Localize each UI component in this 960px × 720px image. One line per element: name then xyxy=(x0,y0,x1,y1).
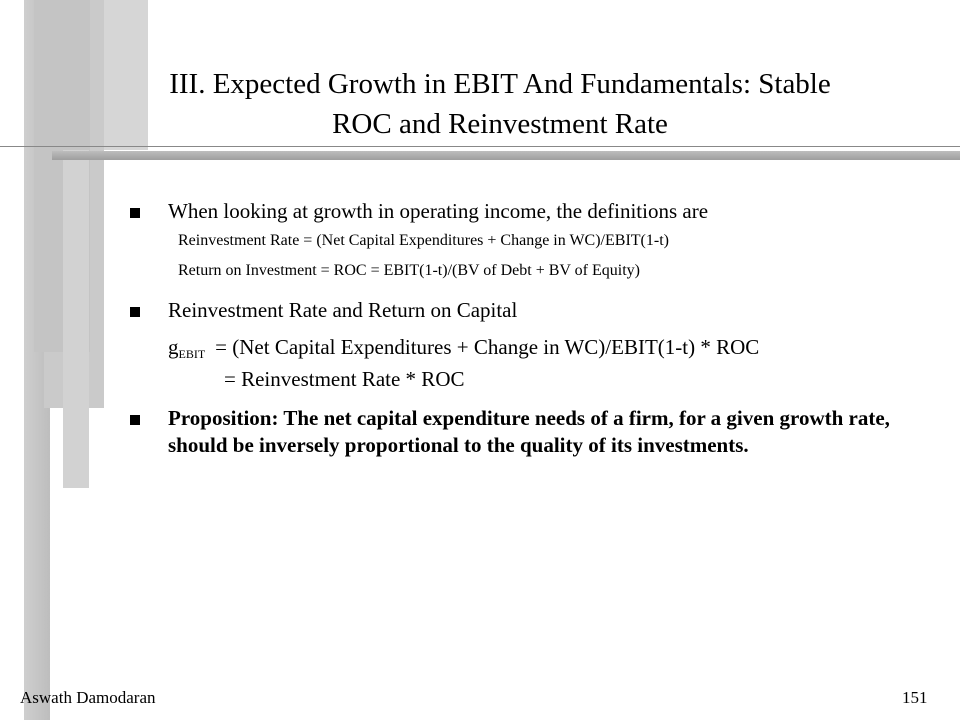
square-bullet-icon xyxy=(130,415,140,425)
growth-symbol: g xyxy=(168,335,179,359)
bullet-item xyxy=(130,297,930,324)
growth-formula-line2: = Reinvestment Rate * ROC xyxy=(224,367,465,391)
definition-roc: Return on Investment = ROC = EBIT(1-t)/(BV of Debt + BV of Equity) xyxy=(178,262,640,279)
bullet-text: When looking at growth in operating income, the definitions are xyxy=(168,199,709,223)
slide-title-line1: III. Expected Growth in EBIT And Fundamentals: Stable xyxy=(169,68,831,100)
title-divider xyxy=(0,146,960,147)
title-underline-bar xyxy=(52,151,960,160)
slide-title-line2: ROC and Reinvestment Rate xyxy=(332,108,668,140)
growth-formula xyxy=(130,334,930,367)
slide-body xyxy=(130,198,930,459)
square-bullet-icon xyxy=(130,208,140,218)
slide-title xyxy=(90,64,910,144)
page-number: 151 xyxy=(902,688,928,707)
bullet-item xyxy=(130,405,928,459)
definition-reinvestment-rate: Reinvestment Rate = (Net Capital Expenditures + Change in WC)/EBIT(1-t) xyxy=(178,232,669,249)
decor-bar xyxy=(63,150,89,488)
footer-author: Aswath Damodaran xyxy=(20,688,156,707)
square-bullet-icon xyxy=(130,307,140,317)
bullet-text: Reinvestment Rate and Return on Capital xyxy=(168,298,518,322)
bullet-item xyxy=(130,198,930,225)
growth-subscript: EBIT xyxy=(178,347,206,361)
proposition-text: Proposition: The net capital expenditure needs of a firm, for a given growth rate, should be inversely proportional to the quality of its investments. xyxy=(168,406,890,457)
growth-formula-line1: = (Net Capital Expenditures + Change in WC)/EBIT(1-t) * ROC xyxy=(215,335,760,359)
